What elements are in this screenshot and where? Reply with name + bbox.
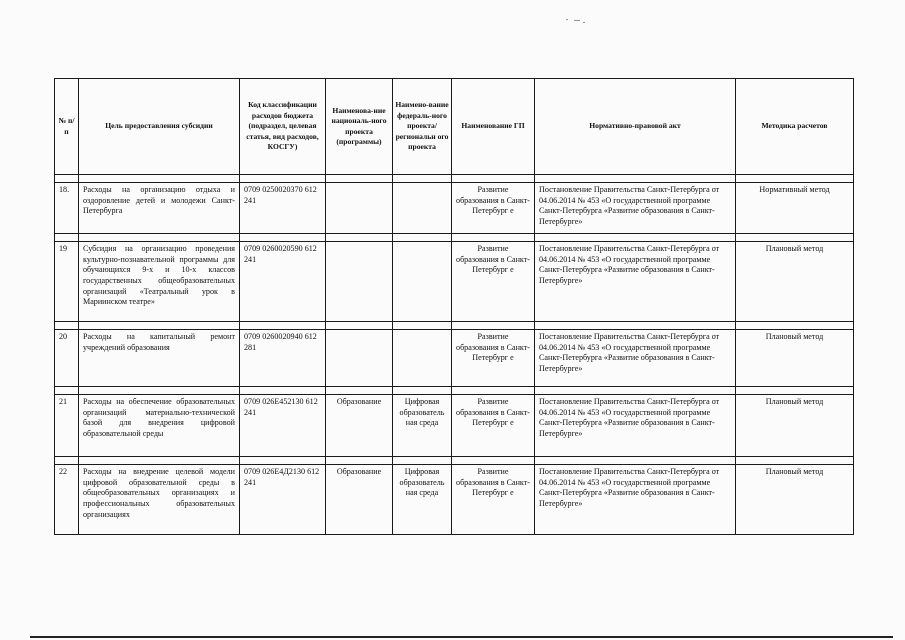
- row-goal: Расходы на обеспечение образовательных организаций материально-технической базой для внедрения цифровой образовательной среды: [79, 395, 240, 457]
- row-spacer: [55, 175, 854, 183]
- row-method: Плановый метод: [736, 465, 854, 535]
- row-code: 0709 026Е4Д2130 612 241: [240, 465, 326, 535]
- row-spacer: [55, 322, 854, 330]
- header-num: № п/ п: [55, 79, 79, 175]
- row-code: 0709 0260020940 612 281: [240, 330, 326, 387]
- row-federal-project: [393, 242, 452, 322]
- row-federal-project: Цифровая образователь ная среда: [393, 465, 452, 535]
- row-method: Плановый метод: [736, 242, 854, 322]
- header-goal: Цель предоставления субсидии: [79, 79, 240, 175]
- header-act: Нормативно-правовой акт: [535, 79, 736, 175]
- header-national-project: Наименова-ние националь-ного проекта (программы): [326, 79, 393, 175]
- row-code: 0709 0260020590 612 241: [240, 242, 326, 322]
- subsidies-table: [54, 78, 854, 535]
- row-national-project: Образование: [326, 465, 393, 535]
- row-act: Постановление Правительства Санкт-Петербурга от 04.06.2014 № 453 «О государственной программе Санкт-Петербурга «Развитие образования в Санкт-Петербурге»: [535, 330, 736, 387]
- header-code: Код классификации расходов бюджета (подраздел, целевая статья, вид расходов, КОСГУ): [240, 79, 326, 175]
- row-federal-project: [393, 330, 452, 387]
- row-method: Плановый метод: [736, 395, 854, 457]
- row-federal-project: Цифровая образователь ная среда: [393, 395, 452, 457]
- row-spacer: [55, 457, 854, 465]
- row-gp: Развитие образования в Санкт-Петербург е: [452, 183, 535, 234]
- table-row: [55, 395, 854, 457]
- row-gp: Развитие образования в Санкт-Петербург е: [452, 330, 535, 387]
- scan-speck: [566, 19, 568, 20]
- row-federal-project: [393, 183, 452, 234]
- row-code: 0709 0250020370 612 241: [240, 183, 326, 234]
- header-federal-project: Наимено-вание федераль-ного проекта/ региональн ого проекта: [393, 79, 452, 175]
- header-method: Методика расчетов: [736, 79, 854, 175]
- row-goal: Субсидия на организацию проведения культурно-познавательной программы для обучающихся 9-х и 10-х классов государственных общеобразовательных организаций «Театральный урок в Мариинском театре»: [79, 242, 240, 322]
- row-goal: Расходы на внедрение целевой модели цифровой образовательной среды в общеобразовательных организациях и профессиональных образовательных организациях: [79, 465, 240, 535]
- row-code: 0709 026Е452130 612 241: [240, 395, 326, 457]
- table-row: [55, 465, 854, 535]
- row-goal: Расходы на капитальный ремонт учреждений образования: [79, 330, 240, 387]
- row-num: 22: [55, 465, 79, 535]
- table-row: [55, 242, 854, 322]
- row-gp: Развитие образования в Санкт-Петербург е: [452, 242, 535, 322]
- row-num: 18.: [55, 183, 79, 234]
- row-national-project: [326, 183, 393, 234]
- row-act: Постановление Правительства Санкт-Петербурга от 04.06.2014 № 453 «О государственной программе Санкт-Петербурга «Развитие образования в Санкт-Петербурге»: [535, 395, 736, 457]
- row-act: Постановление Правительства Санкт-Петербурга от 04.06.2014 № 453 «О государственной программе Санкт-Петербурга «Развитие образования в Санкт-Петербурге»: [535, 465, 736, 535]
- table-header: [55, 79, 854, 175]
- table-row: [55, 183, 854, 234]
- row-method: Нормативный метод: [736, 183, 854, 234]
- row-num: 19: [55, 242, 79, 322]
- row-num: 21: [55, 395, 79, 457]
- row-national-project: [326, 330, 393, 387]
- table-row: [55, 330, 854, 387]
- row-national-project: [326, 242, 393, 322]
- row-spacer: [55, 387, 854, 395]
- row-method: Плановый метод: [736, 330, 854, 387]
- row-gp: Развитие образования в Санкт-Петербург е: [452, 395, 535, 457]
- scan-edge-line: [30, 636, 893, 638]
- row-national-project: Образование: [326, 395, 393, 457]
- scan-speck: [583, 22, 585, 23]
- scan-speck: [574, 20, 580, 21]
- row-num: 20: [55, 330, 79, 387]
- row-act: Постановление Правительства Санкт-Петербурга от 04.06.2014 № 453 «О государственной программе Санкт-Петербурга «Развитие образования в Санкт-Петербурге»: [535, 242, 736, 322]
- row-gp: Развитие образования в Санкт-Петербург е: [452, 465, 535, 535]
- row-goal: Расходы на организацию отдыха и оздоровление детей и молодежи Санкт-Петербурга: [79, 183, 240, 234]
- row-spacer: [55, 234, 854, 242]
- row-act: Постановление Правительства Санкт-Петербурга от 04.06.2014 № 453 «О государственной программе Санкт-Петербурга «Развитие образования в Санкт-Петербурге»: [535, 183, 736, 234]
- header-gp: Наименование ГП: [452, 79, 535, 175]
